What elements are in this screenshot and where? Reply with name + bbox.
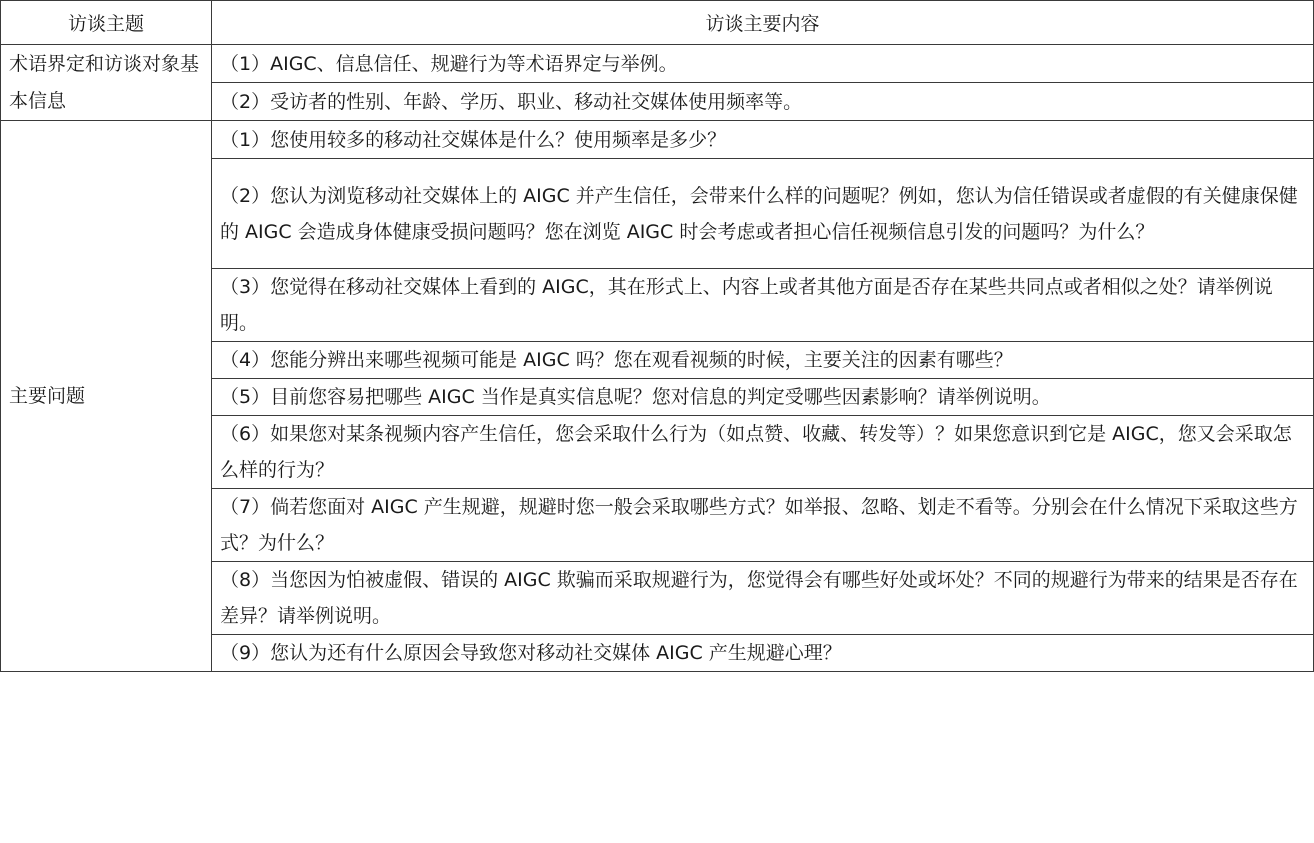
- content-cell: （7）倘若您面对 AIGC 产生规避，规避时您一般会采取哪些方式？如举报、忽略、划走不看等。分别会在什么情况下采取这些方式？为什么？: [212, 489, 1314, 562]
- content-cell: （3）您觉得在移动社交媒体上看到的 AIGC，其在形式上、内容上或者其他方面是否存在某些共同点或者相似之处？请举例说明。: [212, 269, 1314, 342]
- content-cell: （6）如果您对某条视频内容产生信任，您会采取什么行为（如点赞、收藏、转发等）？如果您意识到它是 AIGC，您又会采取怎么样的行为？: [212, 416, 1314, 489]
- table-row: [1, 121, 1314, 159]
- content-cell: （1）AIGC、信息信任、规避行为等术语界定与举例。: [212, 45, 1314, 83]
- header-topic: 访谈主题: [1, 1, 212, 45]
- content-cell: （2）您认为浏览移动社交媒体上的 AIGC 并产生信任，会带来什么样的问题呢？例如，您认为信任错误或者虚假的有关健康保健的 AIGC 会造成身体健康受损问题吗？您在浏览 AIGC 时会考虑或者担心信任视频信息引发的问题吗？为什么？: [212, 159, 1314, 269]
- content-cell: （4）您能分辨出来哪些视频可能是 AIGC 吗？您在观看视频的时候，主要关注的因素有哪些？: [212, 342, 1314, 379]
- topic-cell-main-questions: 主要问题: [1, 121, 212, 672]
- header-content: 访谈主要内容: [212, 1, 1314, 45]
- content-cell: （8）当您因为怕被虚假、错误的 AIGC 欺骗而采取规避行为，您觉得会有哪些好处或坏处？不同的规避行为带来的结果是否存在差异？请举例说明。: [212, 562, 1314, 635]
- content-cell: （1）您使用较多的移动社交媒体是什么？使用频率是多少？: [212, 121, 1314, 159]
- content-cell: （9）您认为还有什么原因会导致您对移动社交媒体 AIGC 产生规避心理？: [212, 635, 1314, 672]
- topic-cell-terms: 术语界定和访谈对象基本信息: [1, 45, 212, 121]
- table-row: [1, 45, 1314, 83]
- table-header-row: [1, 1, 1314, 45]
- content-cell: （5）目前您容易把哪些 AIGC 当作是真实信息呢？您对信息的判定受哪些因素影响？请举例说明。: [212, 379, 1314, 416]
- content-cell: （2）受访者的性别、年龄、学历、职业、移动社交媒体使用频率等。: [212, 83, 1314, 121]
